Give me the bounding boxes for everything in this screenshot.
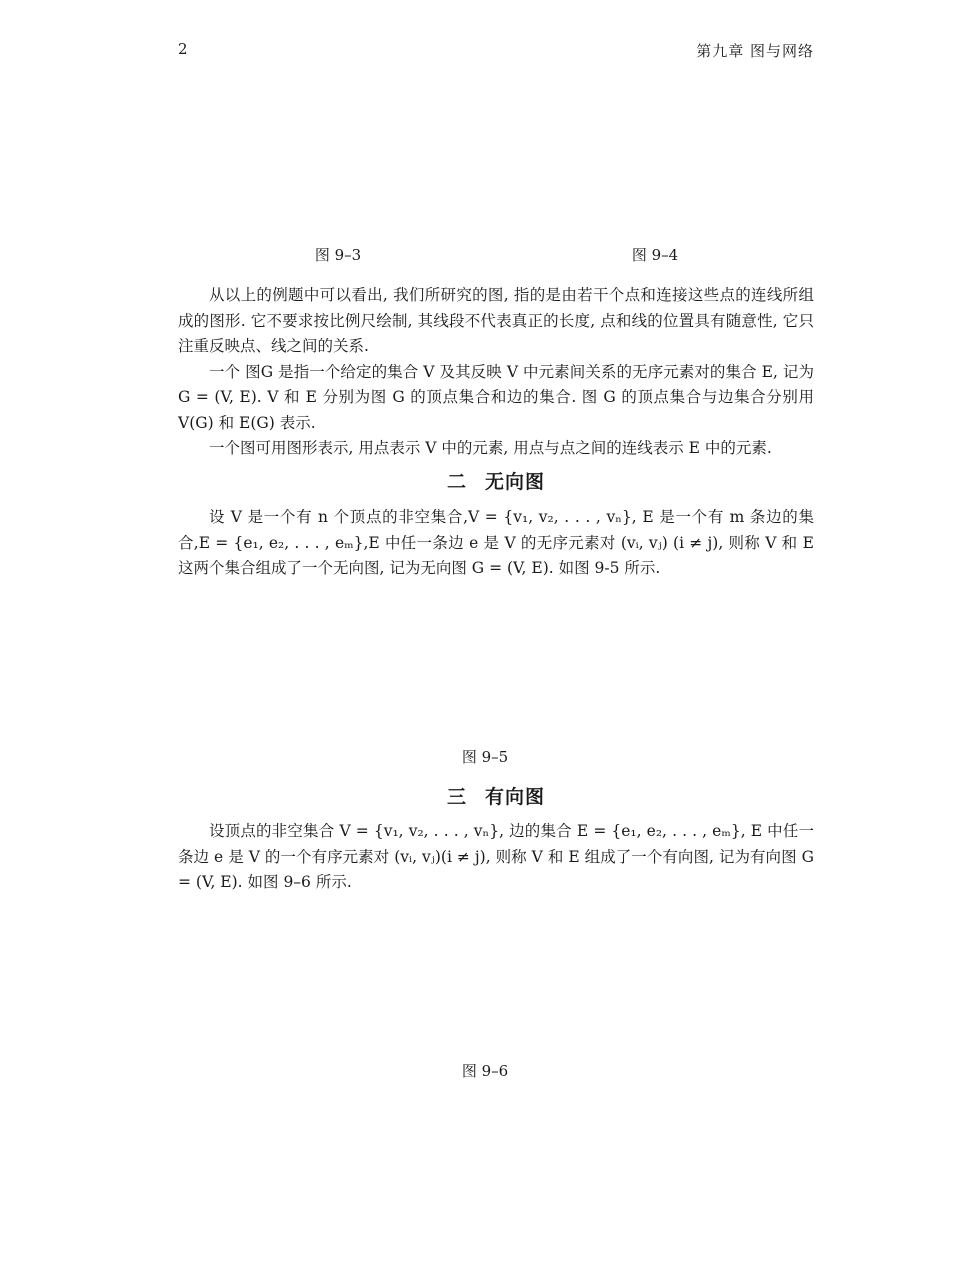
- section-heading-directed: [178, 782, 814, 809]
- paragraph-undirected: 设 V 是一个有 n 个顶点的非空集合,V = {v₁, v₂, . . . , vₙ}, E 是一个有 m 条边的集合,E = {e₁, e₂, . . . , eₘ},E 中任一条边 e 是 V 的无序元素对 (vᵢ, vⱼ) (i ≠ j), 则称 V 和 E 这两个集合组成了一个无向图, 记为无向图 G = (V, E). 如图 9-5 所示.: [178, 508, 814, 577]
- figure-area-9-5: [178, 590, 814, 735]
- figure-area-9-3-9-4: [178, 80, 814, 230]
- figure-caption-9-6: 图 9–6: [461, 1062, 509, 1080]
- directed-text: [178, 819, 814, 896]
- figure-area-9-6: [178, 900, 814, 1050]
- paragraph-2: 一个 图G 是指一个给定的集合 V 及其反映 V 中元素间关系的无序元素对的集合 E, 记为 G = (V, E). V 和 E 分别为图 G 的顶点集合和边的集合. 图 G 的顶点集合与边集合分别用 V(G) 和 E(G) 表示.: [178, 362, 814, 432]
- figure-caption-9-3: 图 9–3: [314, 246, 362, 264]
- page-number: 2: [178, 40, 188, 58]
- undirected-text: [178, 505, 814, 582]
- section-number: 二: [446, 471, 467, 493]
- paragraph-directed: 设顶点的非空集合 V = {v₁, v₂, . . . , vₙ}, 边的集合 E = {e₁, e₂, . . . , eₘ}, E 中任一条边 e 是 V 的一个有序元素对 (vᵢ, vⱼ)(i ≠ j), 则称 V 和 E 组成了一个有向图, 记为有向图 G = (V, E). 如图 9–6 所示.: [178, 822, 814, 891]
- figure-caption-9-4: 图 9–4: [631, 246, 679, 264]
- section-number: 三: [446, 786, 467, 808]
- running-title: 第九章 图与网络: [696, 42, 814, 60]
- figure-caption-9-5: 图 9–5: [461, 748, 509, 766]
- section-heading-undirected: [178, 467, 814, 494]
- paragraph-3: 一个图可用图形表示, 用点表示 V 中的元素, 用点与点之间的连线表示 E 中的元素.: [209, 439, 772, 457]
- paragraph-1: 从以上的例题中可以看出, 我们所研究的图, 指的是由若干个点和连接这些点的连线所组成的图形. 它不要求按比例尺绘制, 其线段不代表真正的长度, 点和线的位置具有随意性, 它只注重反映点、线之间的关系.: [178, 286, 814, 355]
- section-title: 无向图: [485, 471, 546, 493]
- intro-text: [178, 283, 814, 462]
- section-title: 有向图: [485, 786, 546, 808]
